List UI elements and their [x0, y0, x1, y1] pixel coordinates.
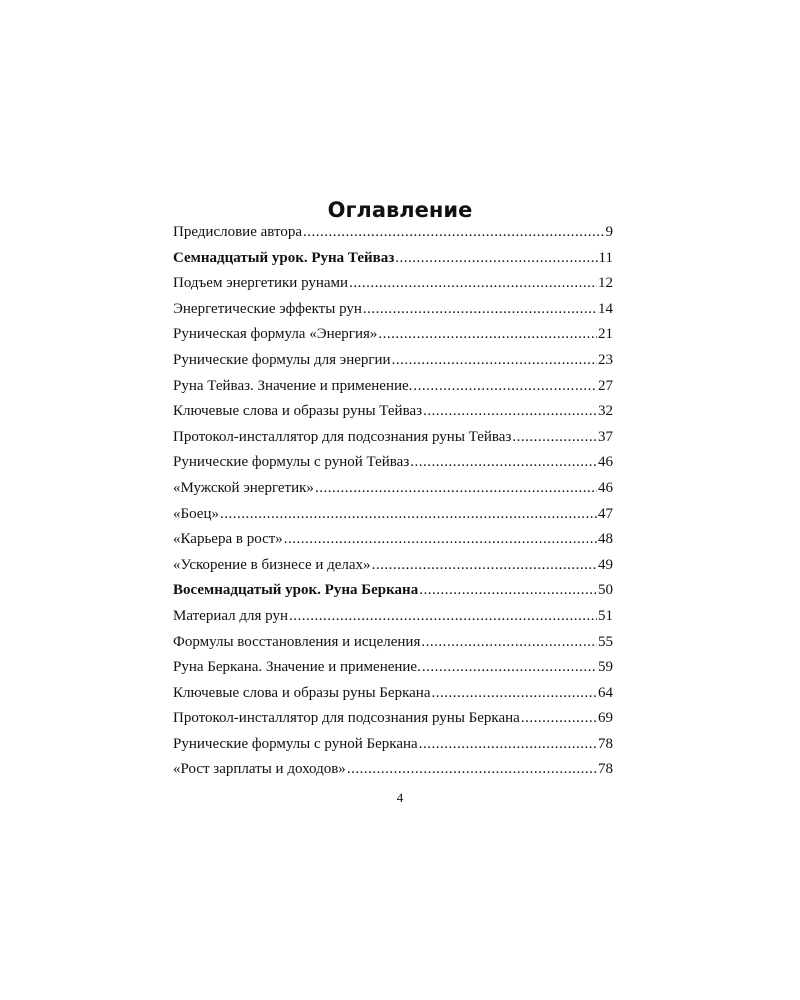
- toc-entry-page: 51: [598, 607, 613, 624]
- toc-entry-text: Семнадцатый урок. Руна Тейваз: [173, 249, 395, 266]
- dot-leader: [289, 604, 597, 630]
- dot-leader: [315, 476, 597, 502]
- dot-leader: [395, 246, 597, 272]
- dot-leader: [303, 220, 605, 246]
- toc-entry-page: 27: [598, 377, 613, 394]
- dot-leader: [521, 706, 597, 732]
- toc-entry-text: Протокол-инсталлятор для подсознания руны Тейваз: [173, 428, 512, 445]
- dot-leader: [392, 348, 597, 374]
- toc-entry: [173, 681, 613, 707]
- toc-entry-text: Протокол-инсталлятор для подсознания руны Беркана: [173, 710, 520, 727]
- toc-entry: [173, 527, 613, 553]
- toc-entry: [173, 297, 613, 323]
- toc-entry-text: «Рост зарплаты и доходов»: [173, 761, 346, 778]
- toc-entry-page: 32: [598, 403, 613, 420]
- toc-entry-page: 9: [605, 224, 613, 240]
- toc-entry: [173, 578, 613, 604]
- toc-entry-page: 47: [598, 505, 613, 522]
- toc-entry: [173, 604, 613, 630]
- toc-entry: [173, 757, 613, 783]
- dot-leader: [378, 322, 597, 348]
- toc-entry: [173, 630, 613, 656]
- toc-entry: [173, 425, 613, 451]
- toc-entry-text: «Карьера в рост»: [173, 531, 283, 548]
- toc-entry-text: Руна Тейваз. Значение и применение.: [173, 377, 413, 394]
- toc-entry-page: 78: [598, 761, 613, 778]
- dot-leader: [347, 757, 597, 783]
- toc-entry: [173, 450, 613, 476]
- toc-entry-page: 59: [598, 659, 613, 676]
- toc-entry: [173, 502, 613, 528]
- toc-entry-text: Ключевые слова и образы руны Тейваз: [173, 403, 423, 420]
- toc-entry-page: 21: [598, 326, 613, 343]
- toc-entry-text: Ключевые слова и образы руны Беркана: [173, 684, 431, 701]
- toc-entry-text: Формулы восстановления и исцеления: [173, 633, 421, 650]
- dot-leader: [421, 630, 597, 656]
- toc-entry-text: Восемнадцатый урок. Руна Беркана: [173, 582, 419, 599]
- toc-entry-page: 50: [598, 582, 613, 599]
- toc-entry-page: 64: [598, 684, 613, 701]
- toc-entry-page: 49: [598, 556, 613, 573]
- dot-leader: [422, 655, 597, 681]
- dot-leader: [419, 578, 597, 604]
- toc-entry: [173, 732, 613, 758]
- dot-leader: [410, 450, 597, 476]
- toc-entry: [173, 322, 613, 348]
- toc-entry-text: Рунические формулы с руной Тейваз: [173, 454, 410, 471]
- toc-entry-page: 48: [598, 531, 613, 548]
- toc-entry: [173, 220, 613, 246]
- toc-entry: [173, 246, 613, 272]
- toc-entry-page: 12: [598, 275, 613, 292]
- dot-leader: [512, 425, 597, 451]
- dot-leader: [413, 374, 597, 400]
- dot-leader: [372, 553, 597, 579]
- toc-entry-text: Материал для рун: [173, 607, 288, 624]
- toc-entry-text: Подъем энергетики рунами: [173, 275, 349, 292]
- toc-entry-text: «Боец»: [173, 505, 219, 522]
- toc-entry: [173, 476, 613, 502]
- dot-leader: [349, 271, 597, 297]
- toc-entry-text: «Мужской энергетик»: [173, 479, 314, 496]
- page-number: 4: [396, 790, 404, 805]
- toc-entry: [173, 348, 613, 374]
- toc-entry-page: 78: [598, 735, 613, 752]
- toc-entry-page: 23: [598, 351, 613, 368]
- toc-entry-page: 55: [598, 633, 613, 650]
- toc-entry-text: Руна Беркана. Значение и применение.: [173, 659, 421, 676]
- toc-entry: [173, 374, 613, 400]
- toc-entry: [173, 271, 613, 297]
- toc-entry: [173, 399, 613, 425]
- dot-leader: [423, 399, 597, 425]
- toc-entry-text: Рунические формулы с руной Беркана: [173, 735, 418, 752]
- toc-entry-page: 46: [598, 479, 613, 496]
- dot-leader: [284, 527, 597, 553]
- toc-entry: [173, 706, 613, 732]
- toc-entry-text: «Ускорение в бизнесе и делах»: [173, 556, 371, 573]
- toc-title: Оглавление: [327, 198, 473, 222]
- toc-entry-text: Руническая формула «Энергия»: [173, 326, 378, 343]
- toc-entry-text: Предисловие автора: [173, 224, 302, 240]
- toc-entry: [173, 553, 613, 579]
- dot-leader: [363, 297, 597, 323]
- toc-entry-text: Рунические формулы для энергии: [173, 351, 391, 368]
- toc-entry: [173, 655, 613, 681]
- toc-entry-page: 14: [598, 300, 613, 317]
- dot-leader: [419, 732, 597, 758]
- toc-entry-text: Энергетические эффекты рун: [173, 300, 362, 317]
- dot-leader: [220, 502, 597, 528]
- toc-entry-page: 11: [598, 249, 613, 266]
- dot-leader: [431, 681, 597, 707]
- toc-entry-page: 69: [598, 710, 613, 727]
- toc-entry-page: 37: [598, 428, 613, 445]
- toc-entry-page: 46: [598, 454, 613, 471]
- toc-list: [173, 220, 613, 783]
